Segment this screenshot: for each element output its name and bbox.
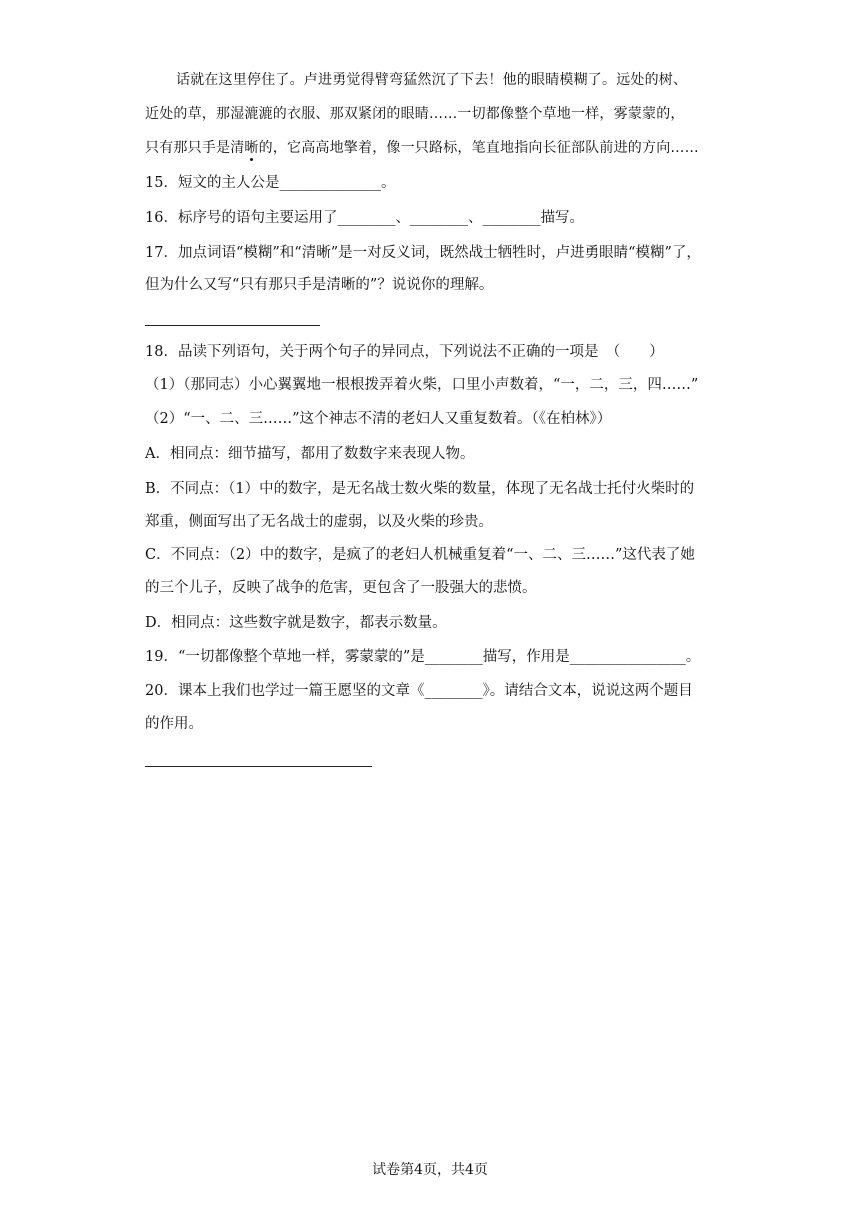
answer-line-17: [145, 325, 320, 326]
answer-line-20: [145, 766, 372, 767]
option-a: A．相同点：细节描写，都用了数数字来表现人物。: [145, 446, 475, 462]
option-b-line-1: B．不同点：（1）中的数字，是无名战士数火柴的数量，体现了无名战士托付火柴时的: [145, 481, 695, 497]
dotted-character: 晰: [244, 140, 259, 156]
question-18-sentence-1: （1）（那同志）小心翼翼地一根根拨弄着火柴，口里小声数着，“一，二，三，四……”: [145, 377, 699, 393]
option-c-line-2: 的三个儿子，反映了战争的危害，更包含了一股强大的悲愤。: [145, 580, 537, 596]
question-16: 16．标序号的语句主要运用了________、________、________描写。: [145, 210, 584, 226]
page-footer: 试卷第4页，共4页: [372, 1162, 488, 1178]
question-20-line-1: 20．课本上我们也学过一篇王愿坚的文章《________》。请结合文本，说说这两个题目: [145, 683, 693, 699]
question-18-sentence-2: （2）“一、二、三……”这个神志不清的老妇人又重复数着。（《在柏林》）: [145, 411, 612, 427]
passage-line-3-start: 只有那只手是清: [145, 140, 245, 156]
question-17-line-2: 但为什么又写“只有那只手是清晰的”？说说你的理解。: [145, 277, 494, 293]
question-20-line-2: 的作用。: [145, 716, 203, 732]
passage-line-3: [145, 138, 699, 158]
option-c-line-1: C．不同点：（2）中的数字，是疯了的老妇人机械重复着“一、二、三……”这代表了她: [145, 547, 695, 563]
option-b-line-2: 郑重，侧面写出了无名战士的虚弱，以及火柴的珍贵。: [145, 514, 493, 530]
question-19: 19．“一切都像整个草地一样，雾蒙蒙的”是________描写，作用是________________。: [145, 649, 701, 665]
question-17-line-1: 17．加点词语“模糊”和“清晰”是一对反义词，既然战士牺牲时，卢进勇眼睛“模糊”了，: [145, 245, 701, 261]
passage-line-1: 话就在这里停住了。卢进勇觉得臂弯猛然沉了下去！他的眼睛模糊了。远处的树、: [176, 72, 688, 88]
question-18: 18．品读下列语句，关于两个句子的异同点，下列说法不正确的一项是 （ ）: [145, 344, 664, 360]
question-15: 15．短文的主人公是______________。: [145, 175, 396, 191]
passage-line-2: 近处的草，那湿漉漉的衣服、那双紧闭的眼睛……一切都像整个草地一样，雾蒙蒙的，: [145, 106, 685, 122]
option-d: D．相同点：这些数字就是数字，都表示数量。: [145, 615, 447, 631]
passage-line-3-end: 的，它高高地擎着，像一只路标，笔直地指向长征部队前进的方向……: [258, 140, 699, 156]
